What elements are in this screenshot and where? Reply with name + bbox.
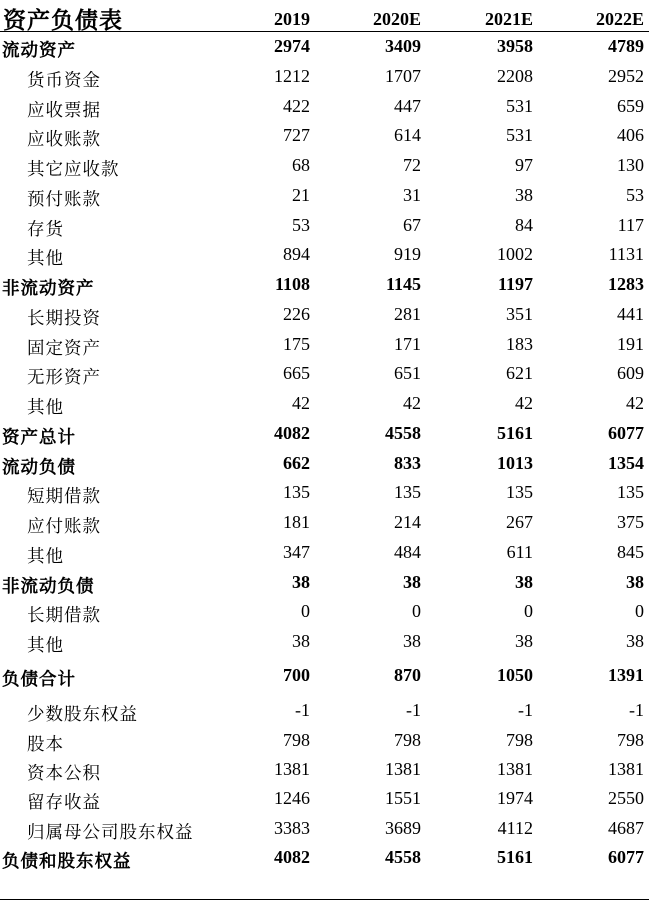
cell-value: 1283 — [608, 274, 644, 294]
cell-value: 2952 — [608, 66, 644, 86]
cell-value: 1354 — [608, 453, 644, 473]
cell-value: 135 — [394, 482, 421, 502]
cell-value: 375 — [617, 512, 644, 532]
cell-value: -1 — [518, 700, 533, 720]
cell-value: 4082 — [274, 423, 310, 443]
cell-value: 484 — [394, 542, 421, 562]
cell-value: 5161 — [497, 847, 533, 867]
row-label: 应付账款 — [27, 516, 101, 536]
cell-value: 171 — [394, 334, 421, 354]
cell-value: 662 — [283, 453, 310, 473]
table-row — [0, 122, 649, 152]
cell-value: -1 — [295, 700, 310, 720]
row-label: 应收票据 — [27, 100, 101, 120]
table-row — [0, 844, 649, 874]
cell-value: 1050 — [497, 665, 533, 685]
cell-value: 798 — [617, 730, 644, 750]
table-row — [0, 271, 649, 301]
cell-value: 727 — [283, 125, 310, 145]
row-label: 应收账款 — [27, 129, 101, 149]
cell-value: 870 — [394, 665, 421, 685]
table-row — [0, 93, 649, 123]
cell-value: 130 — [617, 155, 644, 175]
cell-value: 42 — [626, 393, 644, 413]
cell-value: 4558 — [385, 847, 421, 867]
cell-value: 833 — [394, 453, 421, 473]
cell-value: 1246 — [274, 788, 310, 808]
row-label: 固定资产 — [27, 338, 101, 358]
row-label: 资本公积 — [27, 763, 101, 783]
cell-value: 0 — [524, 601, 533, 621]
table-row — [0, 569, 649, 599]
row-label: 其他 — [27, 248, 64, 268]
cell-value: 4112 — [497, 818, 533, 838]
cell-value: 2974 — [274, 36, 310, 56]
table-row — [0, 539, 649, 569]
cell-value: 1974 — [497, 788, 533, 808]
cell-value: 798 — [283, 730, 310, 750]
row-label: 负债合计 — [2, 669, 76, 689]
cell-value: 531 — [506, 96, 533, 116]
cell-value: 84 — [515, 215, 533, 235]
cell-value: 135 — [506, 482, 533, 502]
cell-value: 6077 — [608, 423, 644, 443]
cell-value: 609 — [617, 363, 644, 383]
table-row — [0, 598, 649, 628]
row-label: 流动负债 — [2, 457, 76, 477]
cell-value: 53 — [626, 185, 644, 205]
cell-value: 38 — [626, 572, 644, 592]
cell-value: 214 — [394, 512, 421, 532]
row-label: 非流动负债 — [2, 576, 95, 596]
cell-value: 67 — [403, 215, 421, 235]
cell-value: 117 — [617, 215, 644, 235]
row-label: 长期借款 — [27, 605, 101, 625]
table-row — [0, 152, 649, 182]
row-label: 长期投资 — [27, 308, 101, 328]
row-label: 其他 — [27, 635, 64, 655]
cell-value: -1 — [406, 700, 421, 720]
row-label: 股本 — [27, 734, 64, 754]
row-label: 其他 — [27, 397, 64, 417]
cell-value: 2550 — [608, 788, 644, 808]
cell-value: 1707 — [385, 66, 421, 86]
cell-value: 183 — [506, 334, 533, 354]
cell-value: 1391 — [608, 665, 644, 685]
table-row — [0, 33, 649, 63]
cell-value: 135 — [283, 482, 310, 502]
table-row — [0, 815, 649, 845]
table-row — [0, 420, 649, 450]
cell-value: 68 — [292, 155, 310, 175]
table-row — [0, 727, 649, 757]
table-row — [0, 390, 649, 420]
table-row — [0, 182, 649, 212]
cell-value: 700 — [283, 665, 310, 685]
cell-value: 1381 — [497, 759, 533, 779]
row-label: 少数股东权益 — [27, 704, 138, 724]
cell-value: 665 — [283, 363, 310, 383]
table-row — [0, 331, 649, 361]
cell-value: 53 — [292, 215, 310, 235]
row-label: 其他 — [27, 546, 64, 566]
cell-value: 919 — [394, 244, 421, 264]
cell-value: 97 — [515, 155, 533, 175]
cell-value: -1 — [629, 700, 644, 720]
header-rule — [0, 31, 649, 32]
cell-value: 894 — [283, 244, 310, 264]
cell-value: 38 — [292, 572, 310, 592]
cell-value: 1002 — [497, 244, 533, 264]
cell-value: 614 — [394, 125, 421, 145]
cell-value: 38 — [292, 631, 310, 651]
table-row — [0, 628, 649, 658]
cell-value: 31 — [403, 185, 421, 205]
row-label: 归属母公司股东权益 — [27, 822, 194, 842]
cell-value: 798 — [506, 730, 533, 750]
cell-value: 1108 — [274, 274, 310, 294]
year-header-2020e: 2020E — [372, 9, 421, 29]
cell-value: 38 — [626, 631, 644, 651]
table-row — [0, 360, 649, 390]
cell-value: 1013 — [497, 453, 533, 473]
row-label: 其它应收款 — [27, 159, 120, 179]
cell-value: 845 — [617, 542, 644, 562]
year-header-2021e: 2021E — [484, 9, 533, 29]
cell-value: 1381 — [385, 759, 421, 779]
cell-value: 21 — [292, 185, 310, 205]
cell-value: 38 — [515, 185, 533, 205]
cell-value: 659 — [617, 96, 644, 116]
cell-value: 1381 — [274, 759, 310, 779]
cell-value: 1551 — [385, 788, 421, 808]
cell-value: 3383 — [274, 818, 310, 838]
cell-value: 2208 — [497, 66, 533, 86]
table-row — [0, 785, 649, 815]
row-label: 短期借款 — [27, 486, 101, 506]
row-label: 无形资产 — [27, 367, 101, 387]
cell-value: 3689 — [385, 818, 421, 838]
cell-value: 6077 — [608, 847, 644, 867]
year-header-2019: 2019 — [274, 9, 310, 29]
table-title: 资产负债表 — [3, 8, 123, 33]
cell-value: 38 — [515, 631, 533, 651]
table-row — [0, 241, 649, 271]
table-row — [0, 697, 649, 727]
row-label: 流动资产 — [2, 40, 76, 60]
table-row — [0, 662, 649, 692]
row-label: 资产总计 — [2, 427, 76, 447]
table-row — [0, 756, 649, 786]
cell-value: 4789 — [608, 36, 644, 56]
cell-value: 531 — [506, 125, 533, 145]
cell-value: 72 — [403, 155, 421, 175]
cell-value: 42 — [515, 393, 533, 413]
cell-value: 175 — [283, 334, 310, 354]
row-label: 预付账款 — [27, 189, 101, 209]
cell-value: 226 — [283, 304, 310, 324]
cell-value: 351 — [506, 304, 533, 324]
cell-value: 447 — [394, 96, 421, 116]
cell-value: 38 — [515, 572, 533, 592]
row-label: 非流动资产 — [2, 278, 95, 298]
table-row — [0, 63, 649, 93]
cell-value: 3958 — [497, 36, 533, 56]
cell-value: 798 — [394, 730, 421, 750]
cell-value: 38 — [403, 572, 421, 592]
row-label: 货币资金 — [27, 70, 101, 90]
cell-value: 267 — [506, 512, 533, 532]
cell-value: 611 — [506, 542, 533, 562]
table-header — [0, 0, 649, 31]
cell-value: 42 — [403, 393, 421, 413]
table-row — [0, 212, 649, 242]
cell-value: 42 — [292, 393, 310, 413]
cell-value: 1131 — [608, 244, 644, 264]
cell-value: 441 — [617, 304, 644, 324]
cell-value: 5161 — [497, 423, 533, 443]
cell-value: 191 — [617, 334, 644, 354]
cell-value: 4558 — [385, 423, 421, 443]
bottom-rule — [0, 899, 649, 900]
row-label: 负债和股东权益 — [2, 851, 132, 871]
cell-value: 281 — [394, 304, 421, 324]
cell-value: 1212 — [274, 66, 310, 86]
cell-value: 181 — [283, 512, 310, 532]
cell-value: 1381 — [608, 759, 644, 779]
table-row — [0, 509, 649, 539]
cell-value: 0 — [301, 601, 310, 621]
cell-value: 651 — [394, 363, 421, 383]
cell-value: 406 — [617, 125, 644, 145]
cell-value: 347 — [283, 542, 310, 562]
cell-value: 422 — [283, 96, 310, 116]
cell-value: 38 — [403, 631, 421, 651]
table-row — [0, 479, 649, 509]
cell-value: 0 — [412, 601, 421, 621]
cell-value: 3409 — [385, 36, 421, 56]
table-row — [0, 301, 649, 331]
cell-value: 4687 — [608, 818, 644, 838]
row-label: 留存收益 — [27, 792, 101, 812]
cell-value: 0 — [635, 601, 644, 621]
row-label: 存货 — [27, 219, 64, 239]
cell-value: 1145 — [385, 274, 421, 294]
table-row — [0, 450, 649, 480]
cell-value: 621 — [506, 363, 533, 383]
cell-value: 4082 — [274, 847, 310, 867]
cell-value: 1197 — [497, 274, 533, 294]
cell-value: 135 — [617, 482, 644, 502]
year-header-2022e: 2022E — [595, 9, 644, 29]
